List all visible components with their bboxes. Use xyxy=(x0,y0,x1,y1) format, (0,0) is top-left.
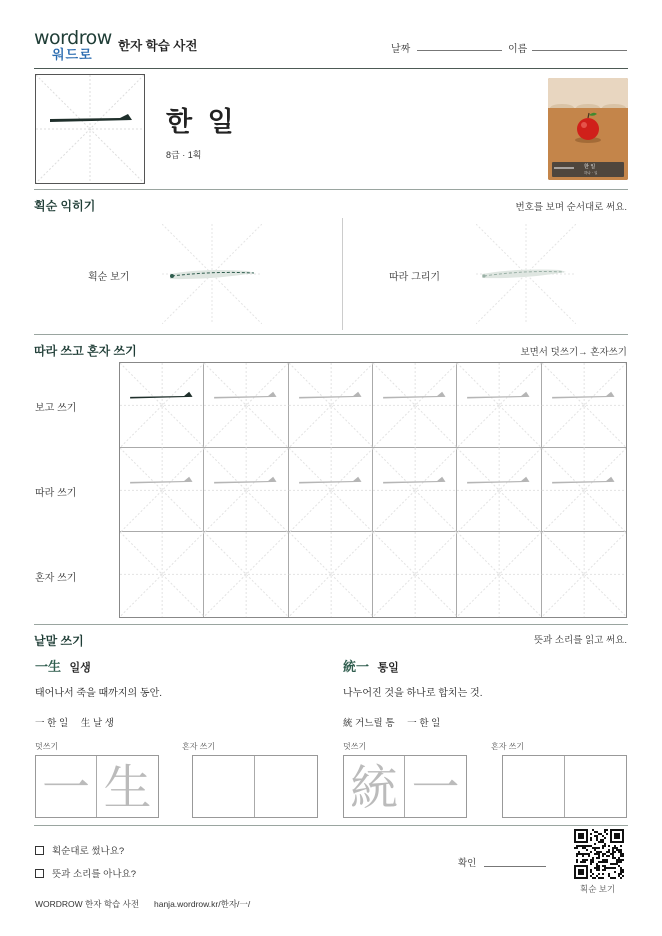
checklist-item-2[interactable] xyxy=(35,866,136,880)
solo-label-2: 혼자 쓰기 xyxy=(491,742,525,751)
practice-cell[interactable] xyxy=(120,448,204,533)
trace-label-2: 덧쓰기 xyxy=(343,742,367,751)
stroke-model xyxy=(467,392,529,399)
section-rule-3 xyxy=(34,624,628,625)
part-char: 一 xyxy=(35,718,45,729)
vocab-word-2 xyxy=(343,656,399,676)
part-char: 生 xyxy=(80,718,91,729)
character-reading: 한 일 xyxy=(166,107,238,137)
practice-section-title: 따라 쓰고 혼자 쓰기 xyxy=(34,344,137,358)
trace-label-1: 덧쓰기 xyxy=(35,742,59,751)
stroke-model xyxy=(552,476,614,483)
practice-cell[interactable] xyxy=(542,363,626,448)
stroke-model xyxy=(299,476,361,483)
practice-cell[interactable] xyxy=(204,363,288,448)
part-reading: 거느릴 통 xyxy=(355,718,395,729)
stroke-model xyxy=(467,476,529,483)
vocab-word-hanja: 一生 xyxy=(35,660,62,675)
vocab-trace-box-1[interactable] xyxy=(35,755,159,818)
solo-cell[interactable] xyxy=(255,756,317,817)
trace-cell[interactable] xyxy=(97,756,158,817)
solo-cell[interactable] xyxy=(193,756,255,817)
vocab-word-hanja: 統一 xyxy=(343,660,370,675)
vocab-parts-2 xyxy=(343,715,440,729)
practice-cell[interactable] xyxy=(204,448,288,533)
solo-label-1: 혼자 쓰기 xyxy=(182,742,216,751)
vocab-definition-2: 나누어진 것을 하나로 합치는 것. xyxy=(343,688,483,699)
stroke-model xyxy=(214,392,276,399)
checklist-text: 획순대로 썼나요? xyxy=(52,846,125,857)
row-label-trace: 따라 쓰기 xyxy=(35,488,77,499)
checklist-item-1[interactable] xyxy=(35,843,124,857)
qr-code[interactable] xyxy=(574,829,624,879)
part-reading: 한 일 xyxy=(419,718,441,729)
trace-cell[interactable] xyxy=(344,756,405,817)
trace-hanja: 統 xyxy=(349,760,398,816)
name-field[interactable] xyxy=(532,50,627,51)
practice-cell[interactable] xyxy=(289,363,373,448)
stroke-trace-pad[interactable] xyxy=(476,224,576,324)
guide-lines xyxy=(36,75,144,183)
practice-section-hint: 보면서 덧쓰기→ 혼자쓰기 xyxy=(520,347,627,358)
practice-cell[interactable] xyxy=(457,532,541,617)
checkbox[interactable] xyxy=(35,869,44,878)
stroke-model xyxy=(214,476,276,483)
vocab-section-title: 낱말 쓰기 xyxy=(34,634,84,648)
vocab-solo-box-1[interactable] xyxy=(192,755,318,818)
vocab-parts-1 xyxy=(35,715,114,729)
stroke-model xyxy=(130,392,192,399)
trace-hanja: 一 xyxy=(41,760,90,816)
practice-cell[interactable] xyxy=(204,532,288,617)
header-rule xyxy=(34,68,628,69)
solo-cell[interactable] xyxy=(565,756,627,817)
part-reading: 날 생 xyxy=(92,718,114,729)
vocab-section-hint: 뜻과 소리를 읽고 써요. xyxy=(533,635,627,646)
vocab-trace-box-2[interactable] xyxy=(343,755,467,818)
checkbox[interactable] xyxy=(35,846,44,855)
section-rule-4 xyxy=(34,825,628,826)
stroke-divider xyxy=(342,218,343,330)
part-reading: 한 일 xyxy=(47,718,69,729)
footer-url[interactable]: hanja.wordrow.kr/한자/一/ xyxy=(154,899,251,909)
stroke-model xyxy=(383,476,445,483)
trace-hanja: 生 xyxy=(103,760,152,816)
row-label-see: 보고 쓰기 xyxy=(35,403,77,414)
vocab-solo-box-2[interactable] xyxy=(502,755,627,818)
qr-label: 획순 보기 xyxy=(580,884,616,894)
section-rule-2 xyxy=(34,334,628,335)
stroke-order-diagram xyxy=(162,224,262,324)
practice-cell[interactable] xyxy=(373,448,457,533)
trace-cell[interactable] xyxy=(405,756,466,817)
name-label: 이름 xyxy=(508,44,528,55)
apple-illustration xyxy=(548,78,628,180)
stroke-model xyxy=(552,392,614,399)
character-meta: 8급 · 1획 xyxy=(166,150,202,160)
confirm-field[interactable] xyxy=(484,866,546,867)
practice-cell[interactable] xyxy=(120,532,204,617)
part-char: 統 xyxy=(343,718,353,729)
vocab-word-reading: 일생 xyxy=(69,662,91,674)
stroke-model xyxy=(299,392,361,399)
vocab-definition-1: 태어나서 죽을 때까지의 동안. xyxy=(35,688,163,699)
wordrow-logo xyxy=(34,28,114,68)
svg-text:한 일: 한 일 xyxy=(584,164,596,170)
stroke-section-hint: 번호를 보며 순서대로 써요. xyxy=(515,202,627,213)
practice-cell[interactable] xyxy=(373,363,457,448)
practice-cell[interactable] xyxy=(542,448,626,533)
practice-cell[interactable] xyxy=(373,532,457,617)
date-label: 날짜 xyxy=(391,44,411,55)
row-label-solo: 혼자 쓰기 xyxy=(35,573,77,584)
main-character-box xyxy=(35,74,145,184)
practice-cell[interactable] xyxy=(457,363,541,448)
practice-cell[interactable] xyxy=(289,532,373,617)
app-title: 한자 학습 사전 xyxy=(118,39,198,53)
trace-hanja: 一 xyxy=(411,760,460,816)
date-field[interactable] xyxy=(417,50,502,51)
stroke-model xyxy=(383,392,445,399)
solo-cell[interactable] xyxy=(503,756,565,817)
vocab-word-reading: 통일 xyxy=(377,662,399,674)
confirm-label: 확인 xyxy=(458,858,477,869)
vocab-word-1 xyxy=(35,656,91,676)
footer-brand: WORDROW 한자 학습 사전 xyxy=(35,899,140,909)
stroke-view-label: 획순 보기 xyxy=(88,272,130,283)
svg-text:하나 · 일: 하나 · 일 xyxy=(584,171,598,175)
logo-wordmark: wordrow xyxy=(34,27,112,49)
section-rule-1 xyxy=(34,189,628,190)
practice-cell[interactable] xyxy=(289,448,373,533)
stroke-model xyxy=(130,476,192,483)
practice-cell[interactable] xyxy=(457,448,541,533)
practice-grid[interactable] xyxy=(119,362,627,618)
stroke-trace-label: 따라 그리기 xyxy=(389,272,441,283)
stroke-section-title: 획순 익히기 xyxy=(34,199,96,213)
trace-cell[interactable] xyxy=(36,756,97,817)
part-char: 一 xyxy=(407,718,417,729)
practice-cell[interactable] xyxy=(542,532,626,617)
practice-cell[interactable] xyxy=(120,363,204,448)
logo-korean: 워드로 xyxy=(52,47,93,62)
checklist-text: 뜻과 소리를 아나요? xyxy=(52,869,136,880)
